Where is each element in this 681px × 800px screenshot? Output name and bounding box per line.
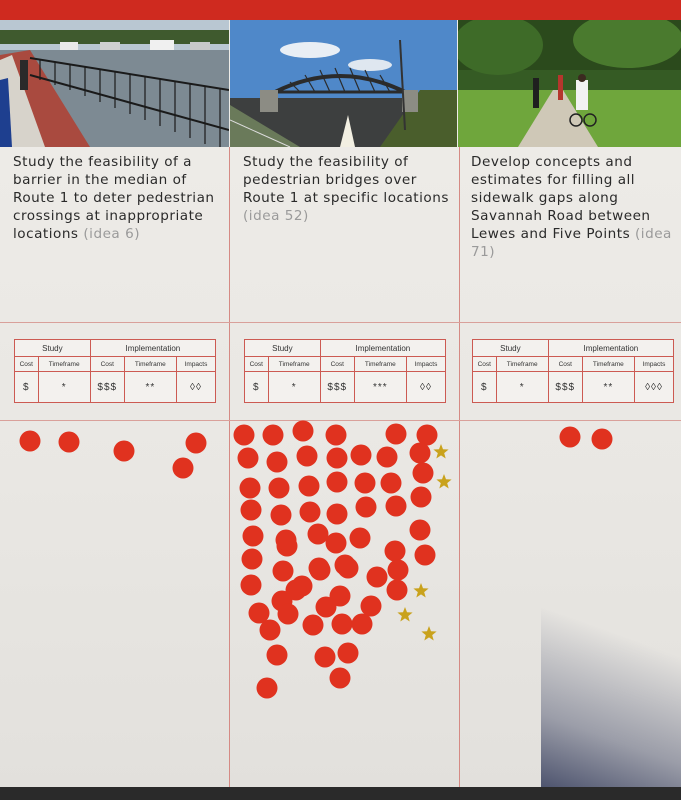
red-dot-vote <box>332 614 353 635</box>
idea-text: Study the feasibility of a barrier in the median of Route 1 to deter pedestrian crossings at inappropriate locations <box>13 154 215 242</box>
idea-6-score-table <box>14 339 216 403</box>
red-dot-vote <box>350 528 371 549</box>
red-dot-vote <box>411 487 432 508</box>
red-dot-vote <box>385 541 406 562</box>
red-dot-vote <box>241 575 262 596</box>
red-dot-vote <box>367 567 388 588</box>
photo-shadow <box>541 420 681 800</box>
idea-52-description <box>243 153 453 225</box>
red-dot-vote <box>238 448 259 469</box>
red-dot-vote <box>417 425 438 446</box>
gold-star-vote <box>413 583 428 598</box>
red-dot-vote <box>276 530 297 551</box>
red-dot-vote <box>356 497 377 518</box>
red-dot-vote <box>355 473 376 494</box>
impl-cost-value: $$$ <box>548 372 582 403</box>
photo-median-barrier <box>0 20 229 147</box>
red-dot-vote <box>327 504 348 525</box>
red-dot-vote <box>330 668 351 689</box>
implementation-header: Implementation <box>548 340 673 357</box>
red-dot-vote <box>278 604 299 625</box>
cost-header: Cost <box>548 357 582 372</box>
red-dot-vote <box>303 615 324 636</box>
idea-ref: (idea 52) <box>243 208 309 224</box>
gold-star-vote <box>433 444 448 459</box>
red-dot-vote <box>327 448 348 469</box>
impl-cost-value: $$$ <box>90 372 124 403</box>
timeframe-header: Timeframe <box>354 357 406 372</box>
timeframe-header: Timeframe <box>582 357 634 372</box>
red-dot-vote <box>415 545 436 566</box>
red-dot-vote <box>361 596 382 617</box>
cost-header: Cost <box>15 357 39 372</box>
impl-timeframe-value: ** <box>582 372 634 403</box>
row-divider <box>0 322 681 323</box>
timeframe-header: Timeframe <box>496 357 548 372</box>
study-timeframe-value: * <box>38 372 90 403</box>
red-dot-vote <box>381 473 402 494</box>
red-dot-vote <box>377 447 398 468</box>
board-bottom-edge <box>0 787 681 800</box>
red-dot-vote <box>186 433 207 454</box>
red-dot-vote <box>20 431 41 452</box>
red-dot-vote <box>260 620 281 641</box>
red-dot-vote <box>386 424 407 445</box>
impl-timeframe-value: ** <box>124 372 176 403</box>
red-dot-vote <box>386 496 407 517</box>
cost-header: Cost <box>245 357 269 372</box>
timeframe-header: Timeframe <box>38 357 90 372</box>
red-dot-vote <box>240 478 261 499</box>
impacts-header: Impacts <box>634 357 673 372</box>
impacts-value: ◊◊ <box>176 372 215 403</box>
idea-71-description <box>471 153 676 261</box>
photo-sidewalk-path <box>458 20 681 147</box>
red-dot-vote <box>352 614 373 635</box>
study-cost-value: $ <box>15 372 39 403</box>
red-dot-vote <box>241 500 262 521</box>
red-dot-vote <box>316 597 337 618</box>
red-dot-vote <box>388 560 409 581</box>
red-dot-vote <box>326 533 347 554</box>
red-dot-vote <box>310 560 331 581</box>
red-dot-vote <box>243 526 264 547</box>
red-dot-vote <box>267 452 288 473</box>
study-header: Study <box>15 340 91 357</box>
idea-text: Develop concepts and estimates for filling all sidewalk gaps along Savannah Road between Lewes and Five Points <box>471 154 651 242</box>
idea-52-score-table <box>244 339 446 403</box>
red-dot-vote <box>293 421 314 442</box>
cost-header: Cost <box>90 357 124 372</box>
study-header: Study <box>473 340 549 357</box>
red-dot-vote <box>327 472 348 493</box>
photo-pedestrian-bridge <box>230 20 457 147</box>
red-dot-vote <box>315 647 336 668</box>
red-dot-vote <box>410 443 431 464</box>
red-dot-vote <box>413 463 434 484</box>
red-dot-vote <box>286 580 307 601</box>
idea-71-score-table <box>472 339 674 403</box>
timeframe-header: Timeframe <box>124 357 176 372</box>
red-dot-vote <box>59 432 80 453</box>
red-dot-vote <box>297 446 318 467</box>
impl-timeframe-value: *** <box>354 372 406 403</box>
implementation-header: Implementation <box>320 340 445 357</box>
study-cost-value: $ <box>473 372 497 403</box>
red-dot-vote <box>269 478 290 499</box>
red-dot-vote <box>271 505 292 526</box>
impacts-value: ◊◊ <box>406 372 445 403</box>
idea-text: Study the feasibility of pedestrian bridges over Route 1 at specific locations <box>243 154 449 206</box>
red-dot-vote <box>410 520 431 541</box>
implementation-header: Implementation <box>90 340 215 357</box>
gold-star-vote <box>421 626 436 641</box>
red-dot-vote <box>338 558 359 579</box>
red-dot-vote <box>173 458 194 479</box>
red-dot-vote <box>326 425 347 446</box>
study-header: Study <box>245 340 321 357</box>
red-dot-vote <box>114 441 135 462</box>
study-timeframe-value: * <box>268 372 320 403</box>
timeframe-header: Timeframe <box>268 357 320 372</box>
impacts-header: Impacts <box>406 357 445 372</box>
gold-star-vote <box>436 474 451 489</box>
cost-header: Cost <box>473 357 497 372</box>
red-dot-vote <box>300 502 321 523</box>
red-dot-vote <box>263 425 284 446</box>
red-dot-vote <box>234 425 255 446</box>
red-dot-vote <box>338 643 359 664</box>
impacts-value: ◊◊◊ <box>634 372 673 403</box>
study-cost-value: $ <box>245 372 269 403</box>
red-dot-vote <box>273 561 294 582</box>
red-dot-vote <box>387 580 408 601</box>
gold-star-vote <box>397 607 412 622</box>
study-timeframe-value: * <box>496 372 548 403</box>
red-dot-vote <box>242 549 263 570</box>
red-dot-vote <box>299 476 320 497</box>
idea-ref: (idea 6) <box>83 226 141 242</box>
idea-ref: (idea 71) <box>471 226 672 260</box>
red-dot-vote <box>308 524 329 545</box>
red-dot-vote <box>257 678 278 699</box>
red-dot-vote <box>351 445 372 466</box>
red-dot-vote <box>267 645 288 666</box>
impacts-header: Impacts <box>176 357 215 372</box>
cost-header: Cost <box>320 357 354 372</box>
impl-cost-value: $$$ <box>320 372 354 403</box>
red-header-bar <box>0 0 681 20</box>
idea-6-description <box>13 153 223 243</box>
